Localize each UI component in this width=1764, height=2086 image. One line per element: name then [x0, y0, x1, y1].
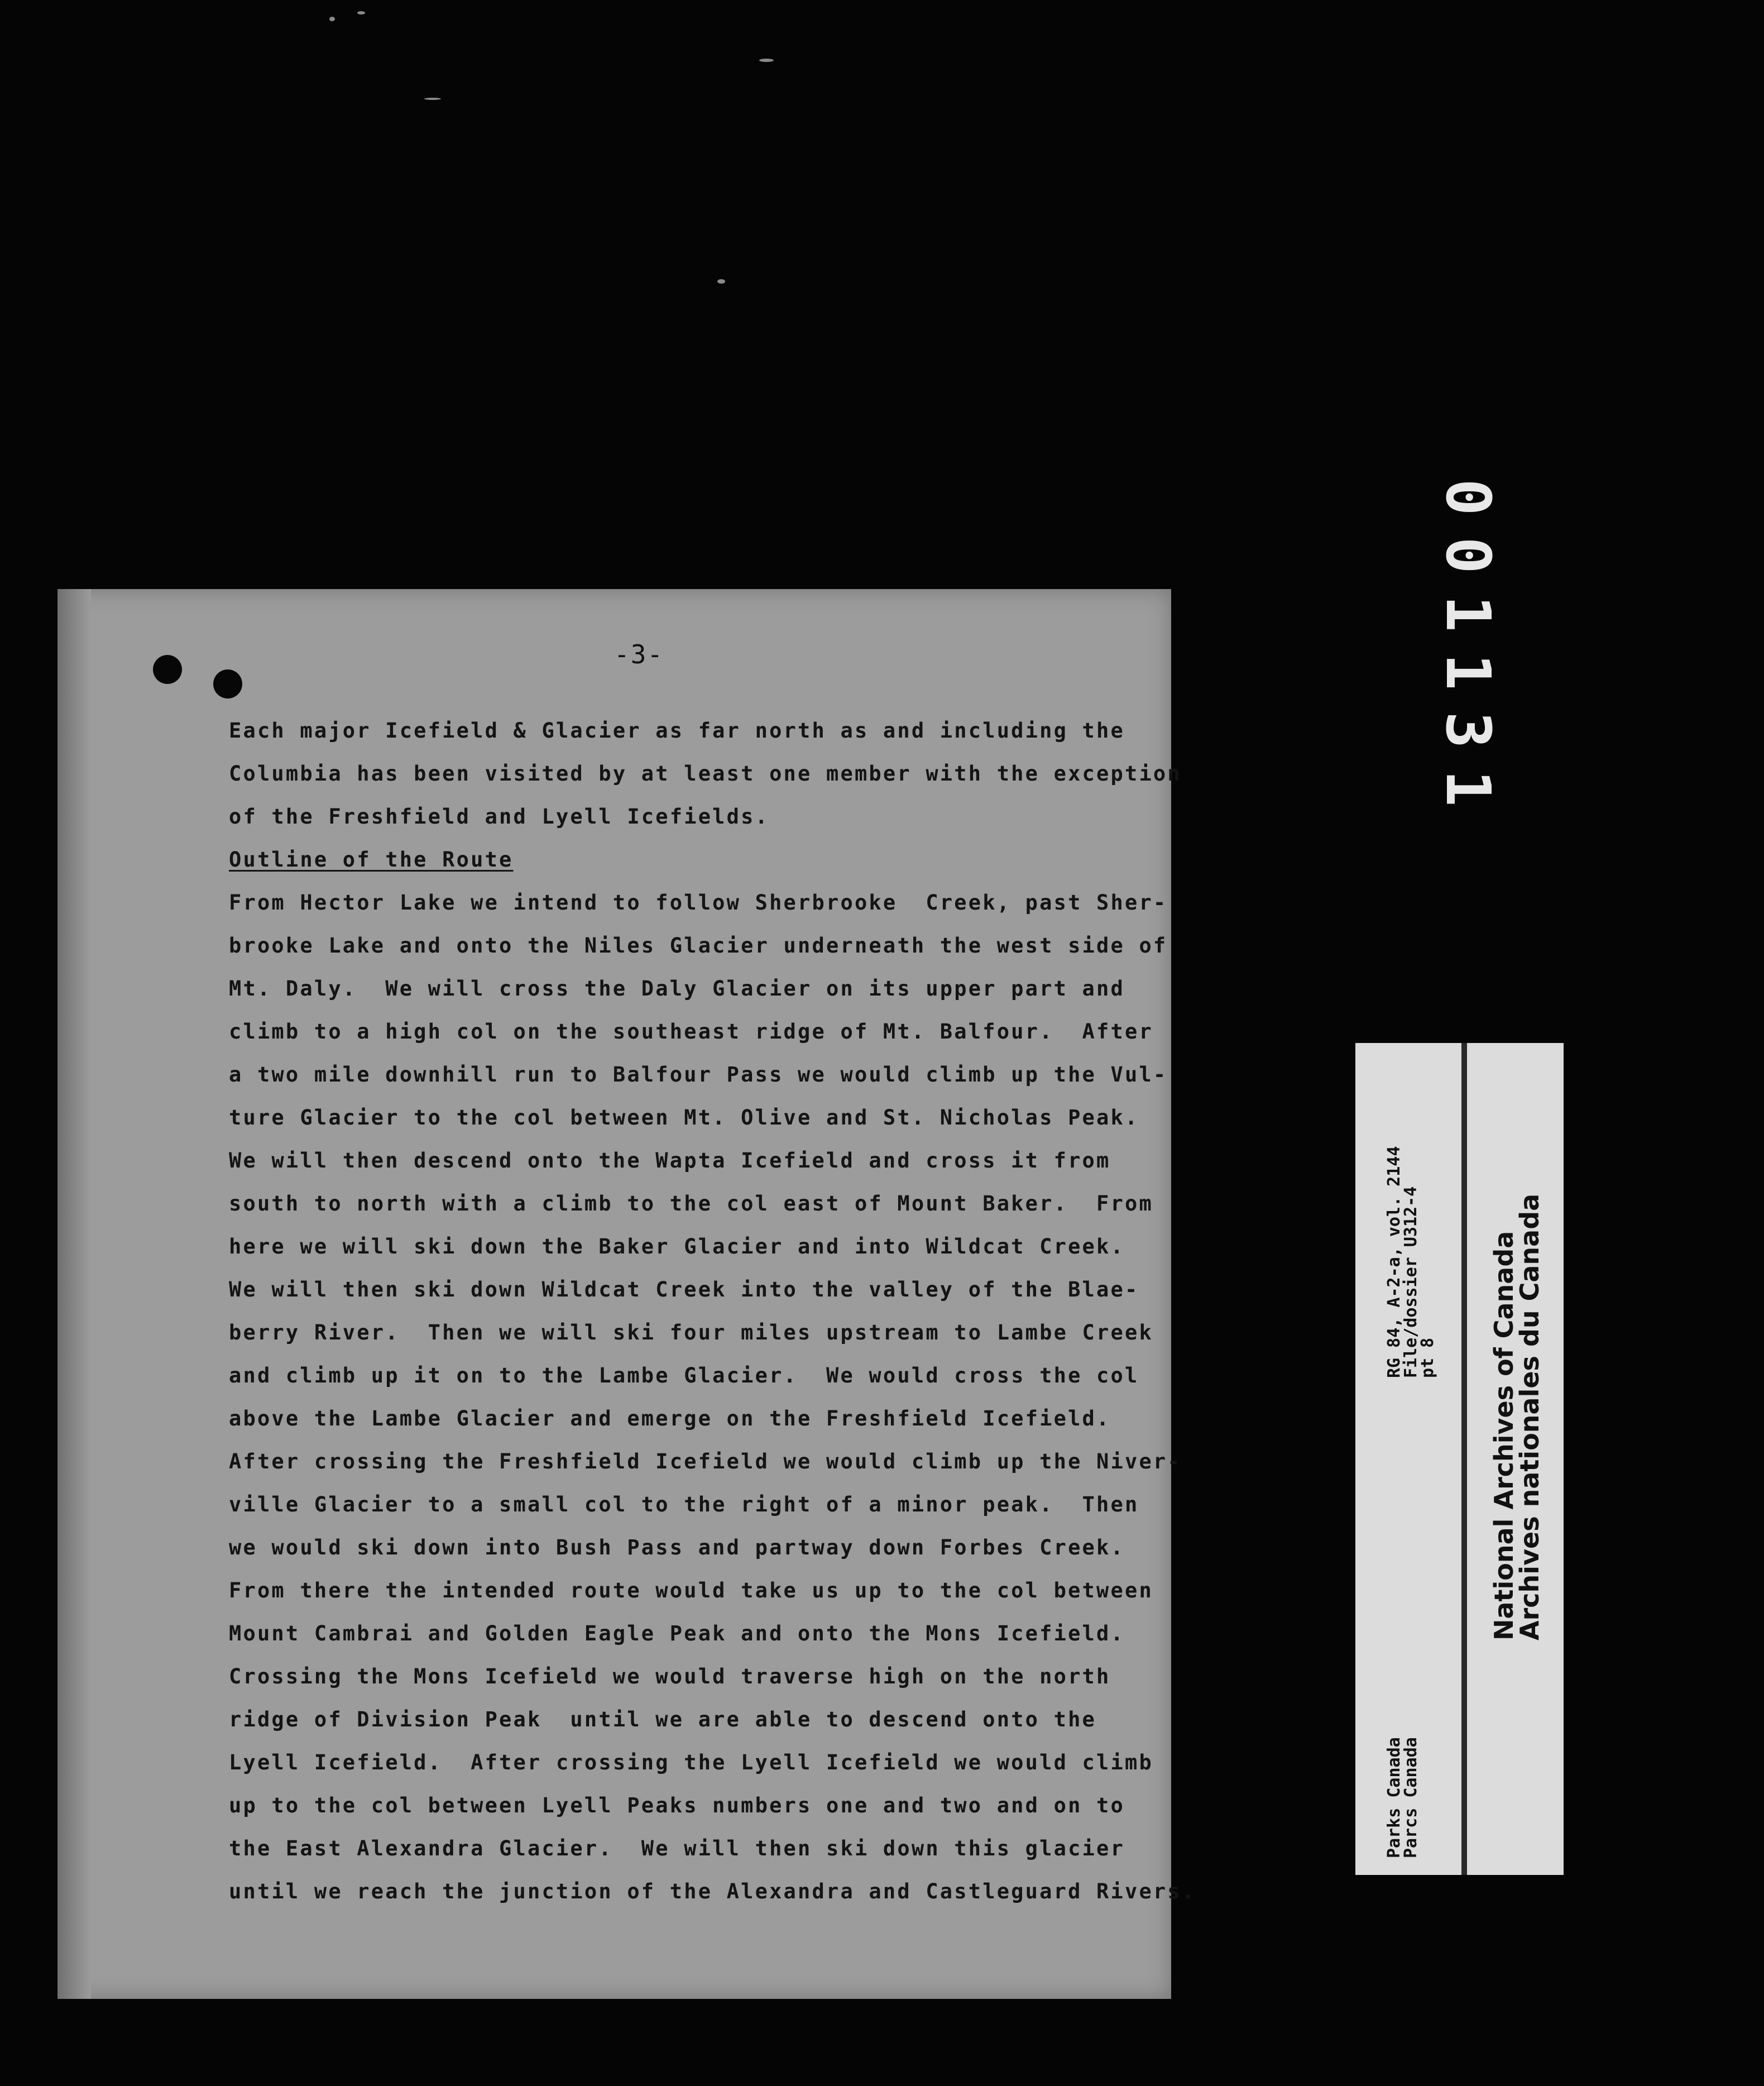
text-line: above the Lambe Glacier and emerge on the Freshfield Icefield.: [229, 1406, 1111, 1430]
page-number: -3-: [614, 639, 664, 669]
parks-canada-en: Parks Canada: [1384, 1737, 1404, 1858]
page-edge-shadow: [57, 589, 91, 1999]
text-line: From there the intended route would take us up to the col between: [229, 1578, 1153, 1602]
text-line: south to north with a climb to the col east of Mount Baker. From: [229, 1192, 1153, 1216]
text-line: climb to a high col on the southeast ridge of Mt. Balfour. After: [229, 1020, 1153, 1044]
text-line: ville Glacier to a small col to the right of a minor peak. Then: [229, 1492, 1139, 1516]
punch-hole: [213, 669, 242, 698]
text-line: We will then ski down Wildcat Creek into the valley of the Blae-: [229, 1278, 1139, 1302]
frame-number: [1429, 380, 1507, 927]
text-line: until we reach the junction of the Alexandra and Castleguard Rivers.: [229, 1879, 1196, 1903]
text-line: We will then descend onto the Wapta Icefield and cross it from: [229, 1149, 1111, 1173]
text-line: ridge of Division Peak until we are able to descend onto the: [229, 1707, 1097, 1731]
scan-speck: [357, 11, 365, 15]
scan-speck: [717, 279, 725, 284]
text-line: Columbia has been visited by at least one member with the exception: [229, 762, 1182, 786]
text-line: of the Freshfield and Lyell Icefields.: [229, 805, 770, 829]
text-line: After crossing the Freshfield Icefield we would climb up the Niver-: [229, 1449, 1182, 1473]
punch-hole: [153, 655, 182, 684]
text-line: a two mile downhill run to Balfour Pass we would climb up the Vul-: [229, 1063, 1168, 1087]
frame-number-text: 001131: [1432, 479, 1504, 828]
text-line: we would ski down into Bush Pass and partway down Forbes Creek.: [229, 1535, 1125, 1559]
parks-canada-fr: Parcs Canada: [1401, 1737, 1421, 1858]
archive-label-card: [1355, 1043, 1564, 1875]
text-line: brooke Lake and onto the Niles Glacier underneath the west side of: [229, 934, 1168, 958]
section-heading: Outline of the Route: [229, 848, 514, 872]
reference-line-1: RG 84, A-2-a, vol. 2144: [1384, 1146, 1404, 1378]
reference-line-3: pt 8: [1418, 1337, 1437, 1378]
text-line: Crossing the Mons Icefield we would traverse high on the north: [229, 1664, 1111, 1688]
text-line: the East Alexandra Glacier. We will then ski down this glacier: [229, 1836, 1125, 1860]
text-line: From Hector Lake we intend to follow Sherbrooke Creek, past Sher-: [229, 891, 1168, 915]
label-divider: [1461, 1043, 1467, 1875]
text-line: Each major Icefield & Glacier as far north as and including the: [229, 719, 1125, 743]
text-line: ture Glacier to the col between Mt. Olive and St. Nicholas Peak.: [229, 1106, 1139, 1130]
text-line: Mount Cambrai and Golden Eagle Peak and onto the Mons Icefield.: [229, 1621, 1125, 1645]
reference-line-2: File/dossier U312-4: [1401, 1186, 1421, 1378]
text-line: berry River. Then we will ski four miles upstream to Lambe Creek: [229, 1321, 1153, 1345]
typed-body-text: [229, 709, 1196, 1913]
text-line: Lyell Icefield. After crossing the Lyell Icefield we would climb: [229, 1750, 1153, 1774]
scan-speck: [759, 59, 774, 62]
archives-name-en: National Archives of Canada: [1489, 1231, 1519, 1640]
text-line: and climb up it on to the Lambe Glacier. We would cross the col: [229, 1363, 1139, 1388]
text-line: Mt. Daly. We will cross the Daly Glacier on its upper part and: [229, 977, 1125, 1001]
scan-speck: [329, 17, 335, 21]
scan-speck: [424, 98, 441, 100]
archives-name-fr: Archives nationales du Canada: [1514, 1193, 1545, 1640]
text-line: here we will ski down the Baker Glacier and into Wildcat Creek.: [229, 1235, 1125, 1259]
text-line: up to the col between Lyell Peaks numbers one and two and on to: [229, 1793, 1125, 1817]
